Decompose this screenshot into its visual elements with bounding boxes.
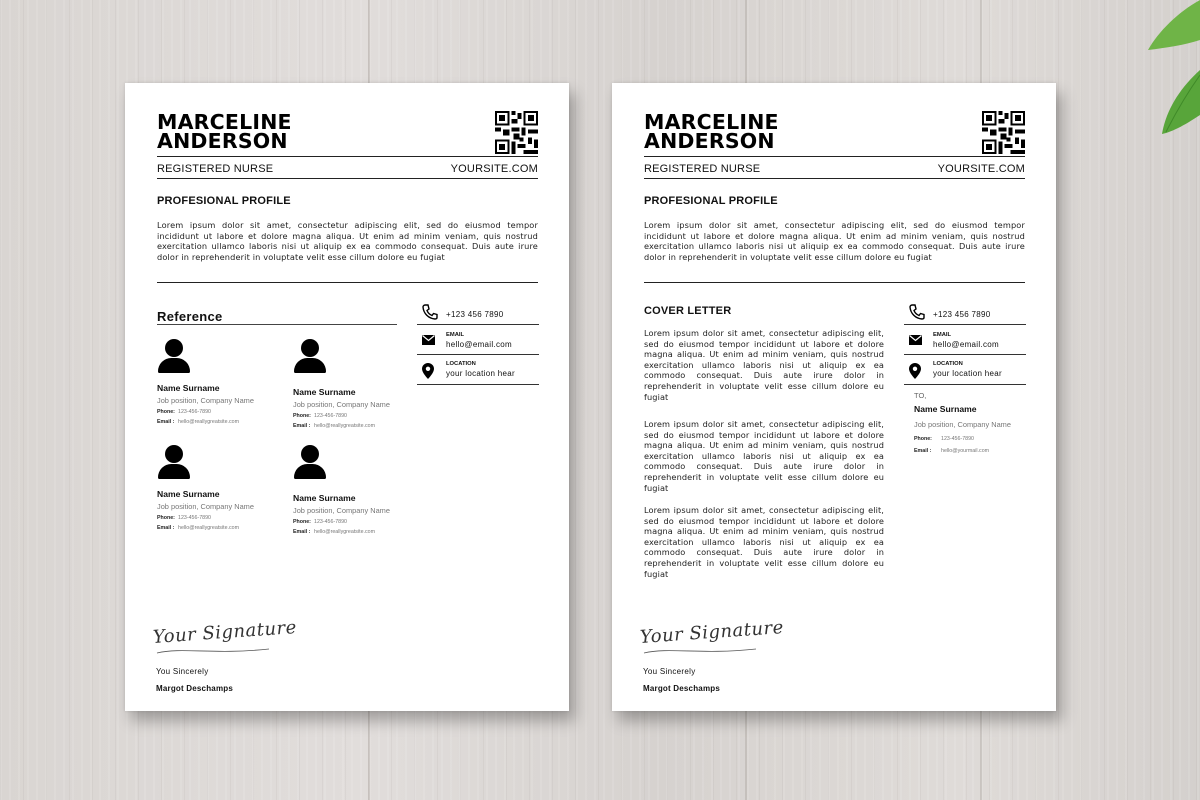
reference-heading: Reference	[157, 309, 223, 324]
reference-name: Name Surname	[157, 489, 220, 499]
signature: Your Signature	[152, 616, 298, 648]
reference-name: Name Surname	[293, 387, 356, 397]
reference-phone: Phone: 123-456-7890	[157, 515, 211, 521]
reference-card	[157, 445, 277, 531]
recipient-position: Job position, Company Name	[914, 420, 1011, 429]
job-title: REGISTERED NURSE	[644, 163, 761, 175]
reference-card	[293, 339, 413, 429]
candidate-name	[157, 110, 292, 153]
reference-phone: Phone: 123-456-7890	[293, 519, 347, 525]
contact-location-row[interactable]	[904, 355, 1026, 385]
header-rule-bottom	[644, 178, 1025, 179]
header-rule-top	[157, 156, 538, 157]
reference-phone: Phone: 123-456-7890	[293, 413, 347, 419]
name-last: ANDERSON	[157, 129, 288, 153]
recipient-phone: Phone: 123-456-7890	[914, 436, 974, 442]
reference-rule	[157, 324, 397, 325]
resume-page-reference	[125, 83, 569, 711]
envelope-icon	[909, 335, 922, 345]
contact-phone-row[interactable]	[417, 303, 539, 325]
profile-text: Lorem ipsum dolor sit amet, consectetur adipiscing elit, sed do eiusmod tempor incididunt ut labore et dolore magna aliqua. Ut enim ad minim veniam, quis nostrud exercitation ullamco laboris nisi ut aliquip ex ea commodo consequat. Duis aute irure dolor in reprehenderit in voluptate velit esse cillum dolore eu fugiat	[157, 220, 538, 262]
profile-text: Lorem ipsum dolor sit amet, consectetur adipiscing elit, sed do eiusmod tempor incididunt ut labore et dolore magna aliqua. Ut enim ad minim veniam, quis nostrud exercitation ullamco laboris nisi ut aliquip ex ea commodo consequat. Duis aute irure dolor in reprehenderit in voluptate velit esse cillum dolore eu fugiat	[644, 220, 1025, 262]
qr-code-icon	[495, 111, 538, 154]
leaf-icon	[1140, 0, 1200, 135]
cover-paragraph: Lorem ipsum dolor sit amet, consectetur adipiscing elit, sed do eiusmod tempor incididunt ut labore et dolore magna aliqua. Ut enim ad minim veniam, quis nostrud exercitation ullamco laboris nisi ut aliquip ex ea commodo consequat. Duis aute irure dolor in reprehenderit in voluptate velit esse cillum dolore eu fugiat	[644, 419, 884, 493]
phone-icon	[909, 304, 925, 320]
profile-heading: PROFESIONAL PROFILE	[157, 195, 291, 207]
contact-email: hello@email.com	[933, 340, 999, 349]
contact-email-label: EMAIL	[933, 332, 952, 338]
contact-block	[417, 303, 539, 385]
contact-location-row[interactable]	[417, 355, 539, 385]
qr-code-icon	[982, 111, 1025, 154]
person-icon	[157, 339, 191, 373]
contact-location: your location hear	[446, 369, 515, 378]
contact-email-label: EMAIL	[446, 332, 465, 338]
contact-location-label: LOCATION	[933, 361, 963, 367]
contact-phone: +123 456 7890	[933, 310, 991, 319]
reference-position: Job position, Company Name	[157, 502, 254, 511]
website-link[interactable]: YOURSITE.COM	[450, 163, 538, 175]
profile-divider	[157, 282, 538, 283]
person-icon	[293, 445, 327, 479]
contact-phone-row[interactable]	[904, 303, 1026, 325]
header-rule-top	[644, 156, 1025, 157]
name-first: MARCELINE	[157, 110, 292, 134]
reference-phone: Phone: 123-456-7890	[157, 409, 211, 415]
reference-name: Name Surname	[157, 383, 220, 393]
contact-email: hello@email.com	[446, 340, 512, 349]
signature-flourish	[153, 643, 273, 657]
reference-position: Job position, Company Name	[157, 396, 254, 405]
profile-heading: PROFESIONAL PROFILE	[644, 195, 778, 207]
person-icon	[157, 445, 191, 479]
cover-letter-heading: COVER LETTER	[644, 305, 732, 317]
recipient-name: Name Surname	[914, 404, 977, 414]
reference-position: Job position, Company Name	[293, 400, 390, 409]
reference-name: Name Surname	[293, 493, 356, 503]
closing-text: You Sincerely	[156, 667, 209, 676]
reference-card	[157, 339, 277, 425]
person-icon	[293, 339, 327, 373]
contact-location-label: LOCATION	[446, 361, 476, 367]
signature: Your Signature	[639, 616, 785, 648]
reference-email: Email : hello@reallygreatsite.com	[293, 423, 376, 429]
contact-email-row[interactable]	[904, 325, 1026, 355]
recipient-to-label: TO,	[914, 391, 927, 400]
website-link[interactable]: YOURSITE.COM	[937, 163, 1025, 175]
recipient-block	[914, 391, 1034, 454]
contact-phone: +123 456 7890	[446, 310, 504, 319]
cover-letter-page	[612, 83, 1056, 711]
contact-email-row[interactable]	[417, 325, 539, 355]
candidate-name	[644, 110, 779, 153]
location-pin-icon	[422, 363, 434, 379]
name-first: MARCELINE	[644, 110, 779, 134]
name-last: ANDERSON	[644, 129, 775, 153]
reference-email: Email : hello@reallygreatsite.com	[157, 525, 240, 531]
phone-icon	[422, 304, 438, 320]
reference-position: Job position, Company Name	[293, 506, 390, 515]
closing-text: You Sincerely	[643, 667, 696, 676]
contact-location: your location hear	[933, 369, 1002, 378]
job-title: REGISTERED NURSE	[157, 163, 274, 175]
header-rule-bottom	[157, 178, 538, 179]
signer-name: Margot Deschamps	[643, 684, 720, 693]
envelope-icon	[422, 335, 435, 345]
profile-divider	[644, 282, 1025, 283]
cover-paragraph: Lorem ipsum dolor sit amet, consectetur adipiscing elit, sed do eiusmod tempor incididunt ut labore et dolore magna aliqua. Ut enim ad minim veniam, quis nostrud exercitation ullamco laboris nisi ut aliquip ex ea commodo consequat. Duis aute irure dolor in reprehenderit in voluptate velit esse cillum dolore eu fugiat	[644, 328, 884, 402]
location-pin-icon	[909, 363, 921, 379]
signature-flourish	[640, 643, 760, 657]
reference-email: Email : hello@reallygreatsite.com	[157, 419, 240, 425]
signer-name: Margot Deschamps	[156, 684, 233, 693]
reference-email: Email : hello@reallygreatsite.com	[293, 529, 376, 535]
contact-block	[904, 303, 1026, 385]
recipient-email: Email : hello@yourmail.com	[914, 448, 990, 454]
reference-card	[293, 445, 413, 535]
cover-paragraph: Lorem ipsum dolor sit amet, consectetur adipiscing elit, sed do eiusmod tempor incididunt ut labore et dolore magna aliqua. Ut enim ad minim veniam, quis nostrud exercitation ullamco laboris nisi ut aliquip ex ea commodo consequat. Duis aute irure dolor in reprehenderit in voluptate velit esse cillum dolore eu fugiat	[644, 505, 884, 579]
